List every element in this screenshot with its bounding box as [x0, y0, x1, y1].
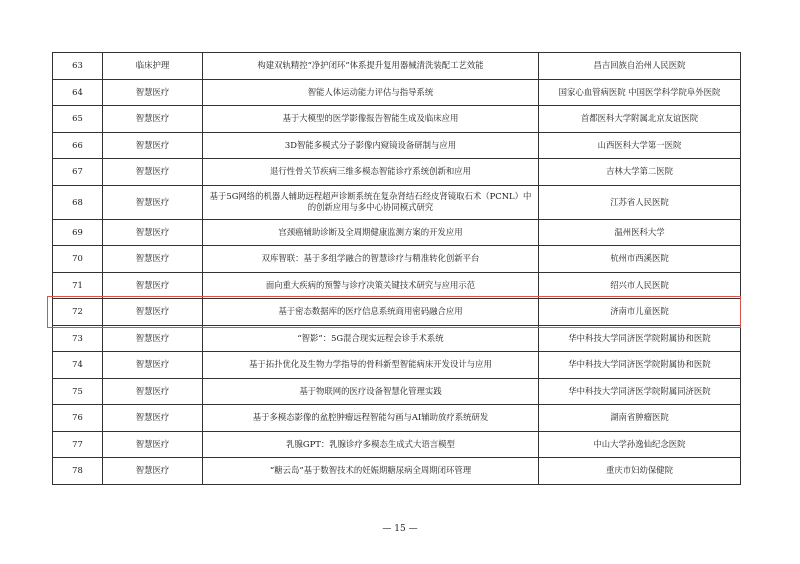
project-name-cell: 基于多模态影像的盆腔肿瘤远程智能勾画与AI辅助放疗系统研发 — [203, 405, 539, 432]
category-cell: 智慧医疗 — [103, 378, 203, 405]
project-name-cell: 双库智联：基于多组学融合的智慧诊疗与精准转化创新平台 — [203, 246, 539, 273]
institution-cell: 江苏省人民医院 — [539, 185, 741, 219]
institution-cell: 华中科技大学同济医学院附属协和医院 — [539, 352, 741, 379]
table-row — [53, 378, 741, 405]
category-cell: 智慧医疗 — [103, 132, 203, 159]
category-cell: 智慧医疗 — [103, 299, 203, 326]
row-number-cell: 71 — [53, 272, 103, 299]
table-row — [53, 405, 741, 432]
table-row — [53, 458, 741, 485]
project-name-cell: 基于大模型的医学影像报告智能生成及临床应用 — [203, 106, 539, 133]
category-cell: 智慧医疗 — [103, 159, 203, 186]
table-row — [53, 106, 741, 133]
table-row — [53, 246, 741, 273]
institution-cell: 昌吉回族自治州人民医院 — [539, 53, 741, 80]
table-body — [53, 53, 741, 485]
project-name-cell: 构建双轨精控“净护闭环”体系提升复用器械清洗装配工艺效能 — [203, 53, 539, 80]
institution-cell: 绍兴市人民医院 — [539, 272, 741, 299]
row-number-cell: 78 — [53, 458, 103, 485]
project-name-cell: 乳腺GPT：乳腺诊疗多模态生成式大语言模型 — [203, 431, 539, 458]
project-name-cell: “糖云岛”基于数智技术的妊娠期糖尿病全周期闭环管理 — [203, 458, 539, 485]
row-number-cell: 76 — [53, 405, 103, 432]
row-number-cell: 67 — [53, 159, 103, 186]
table-row — [53, 53, 741, 80]
project-name-cell: 宫颈癌辅助诊断及全周期健康监测方案的开发应用 — [203, 219, 539, 246]
table-row — [53, 352, 741, 379]
row-number-cell: 65 — [53, 106, 103, 133]
category-cell: 智慧医疗 — [103, 79, 203, 106]
institution-cell: 国家心血管病医院 中国医学科学院阜外医院 — [539, 79, 741, 106]
project-name-cell: 基于密态数据库的医疗信息系统商用密码融合应用 — [203, 299, 539, 326]
institution-cell: 济南市儿童医院 — [539, 299, 741, 326]
table-row — [53, 132, 741, 159]
institution-cell: 山西医科大学第一医院 — [539, 132, 741, 159]
project-name-cell: 退行性骨关节疾病三维多模态智能诊疗系统创新和应用 — [203, 159, 539, 186]
category-cell: 智慧医疗 — [103, 352, 203, 379]
project-name-cell: “智影”：5G混合现实远程会诊手术系统 — [203, 325, 539, 352]
table-row — [53, 219, 741, 246]
table-row — [53, 325, 741, 352]
category-cell: 智慧医疗 — [103, 185, 203, 219]
row-number-cell: 69 — [53, 219, 103, 246]
row-number-cell: 77 — [53, 431, 103, 458]
table-row — [53, 159, 741, 186]
table-row — [53, 79, 741, 106]
project-name-cell: 3D智能多模式分子影像内窥镜设备研制与应用 — [203, 132, 539, 159]
category-cell: 智慧医疗 — [103, 219, 203, 246]
table-row — [53, 185, 741, 219]
row-number-cell: 68 — [53, 185, 103, 219]
category-cell: 智慧医疗 — [103, 106, 203, 133]
institution-cell: 中山大学孙逸仙纪念医院 — [539, 431, 741, 458]
category-cell: 智慧医疗 — [103, 458, 203, 485]
page-number: — 15 — — [382, 524, 418, 534]
table-row-highlighted — [53, 299, 741, 326]
row-number-cell: 72 — [53, 299, 103, 326]
institution-cell: 吉林大学第二医院 — [539, 159, 741, 186]
category-cell: 智慧医疗 — [103, 246, 203, 273]
institution-cell: 杭州市西溪医院 — [539, 246, 741, 273]
row-number-cell: 75 — [53, 378, 103, 405]
row-number-cell: 70 — [53, 246, 103, 273]
row-number-cell: 66 — [53, 132, 103, 159]
institution-cell: 重庆市妇幼保健院 — [539, 458, 741, 485]
table-row — [53, 431, 741, 458]
project-name-cell: 面向重大疾病的预警与诊疗决策关键技术研究与应用示范 — [203, 272, 539, 299]
table-row — [53, 272, 741, 299]
row-number-cell: 73 — [53, 325, 103, 352]
project-name-cell: 基于5G网络的机器人辅助远程超声诊断系统在复杂肾结石经皮肾镜取石术（PCNL）中的创新应用与多中心协同模式研究 — [203, 185, 539, 219]
category-cell: 临床护理 — [103, 53, 203, 80]
category-cell: 智慧医疗 — [103, 325, 203, 352]
row-number-cell: 64 — [53, 79, 103, 106]
project-name-cell: 基于物联网的医疗设备智慧化管理实践 — [203, 378, 539, 405]
project-name-cell: 智能人体运动能力评估与指导系统 — [203, 79, 539, 106]
row-number-cell: 74 — [53, 352, 103, 379]
row-number-cell: 63 — [53, 53, 103, 80]
institution-cell: 华中科技大学同济医学院附属同济医院 — [539, 378, 741, 405]
institution-cell: 湖南省肿瘤医院 — [539, 405, 741, 432]
institution-cell: 首都医科大学附属北京友谊医院 — [539, 106, 741, 133]
project-list-table — [52, 52, 741, 485]
institution-cell: 华中科技大学同济医学院附属协和医院 — [539, 325, 741, 352]
category-cell: 智慧医疗 — [103, 405, 203, 432]
category-cell: 智慧医疗 — [103, 431, 203, 458]
project-name-cell: 基于拓扑优化及生物力学指导的骨科新型智能病床开发设计与应用 — [203, 352, 539, 379]
category-cell: 智慧医疗 — [103, 272, 203, 299]
institution-cell: 温州医科大学 — [539, 219, 741, 246]
